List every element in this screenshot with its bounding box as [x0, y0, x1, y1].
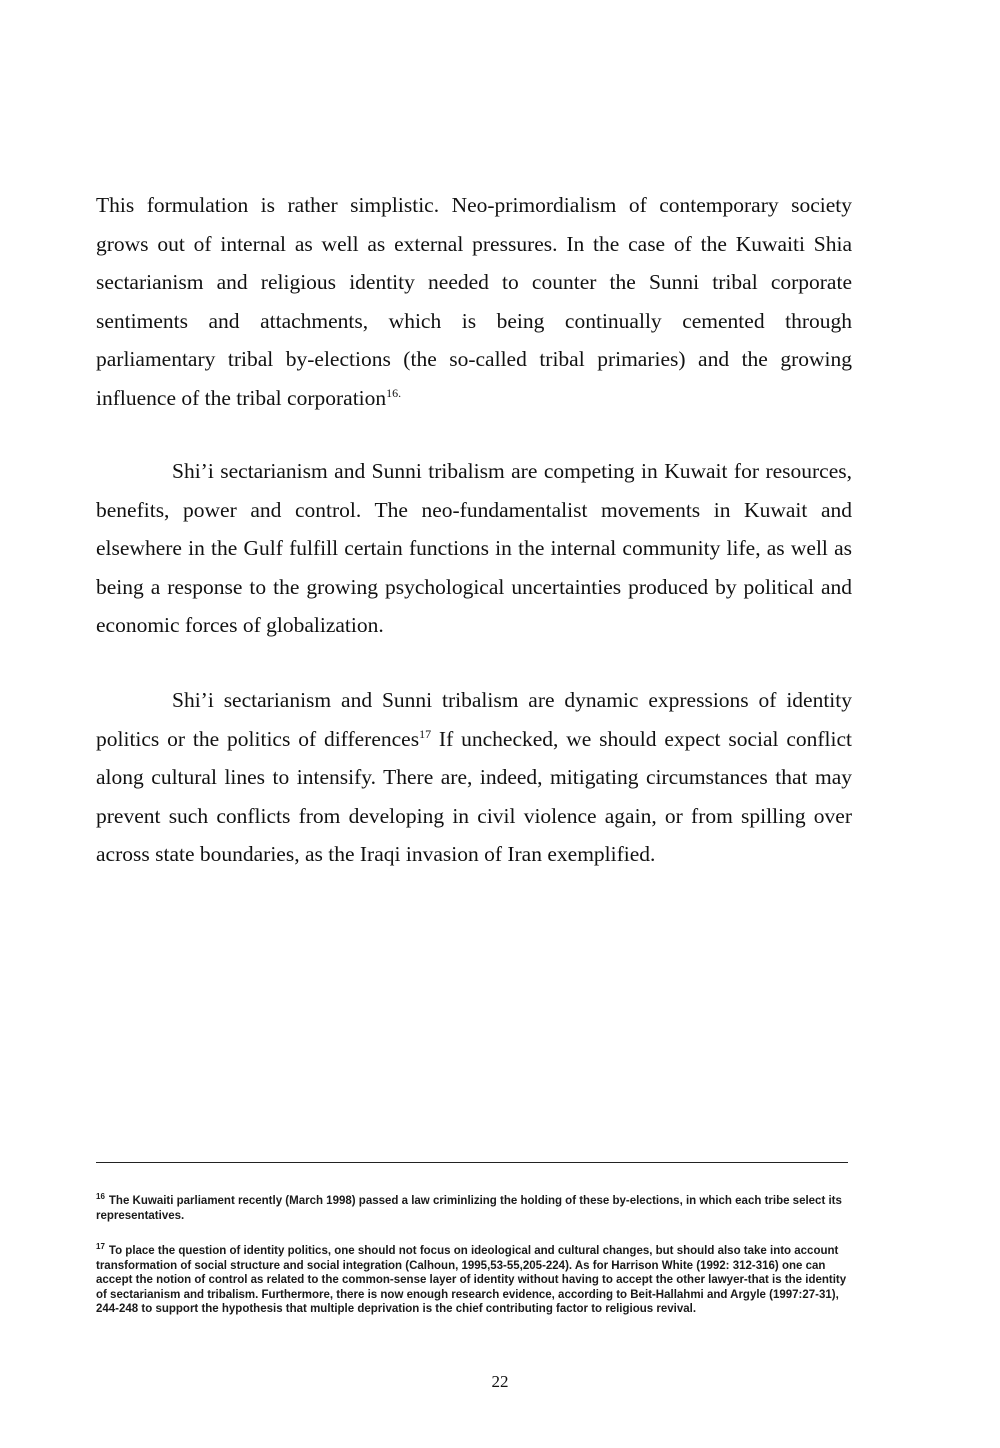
footnote-16-text: The Kuwaiti parliament recently (March 1998) passed a law criminlizing the holding of these by-elections, in which each tribe select its representatives. [96, 1195, 842, 1222]
footnote-ref-17: 17 [419, 726, 432, 741]
paragraph-3 [96, 681, 852, 874]
paragraph-3-text-before: Shi’i sectarianism and Sunni tribalism are dynamic expressions of identity politics or the politics of differences [96, 688, 852, 751]
paragraph-2 [96, 452, 852, 645]
footnote-17-text: To place the question of identity politics, one should not focus on ideological and cultural changes, but should also take into account transformation of social structure and social integration (Calhoun, 1995,53-55,205-224). As for Harrison White (1992: 312-316) one can accept the notion of control as related to the common-sense layer of identity without having to accept the other lawyer-that is the identity of sectarianism and tribalism. Furthermore, there is now enough research evidence, according to Beit-Hallahmi and Argyle (1997:27-31), 244-248 to support the hypothesis that multiple deprivation is the chief contributing factor to religious revival. [96, 1245, 847, 1315]
footnote-17-number: 17 [96, 1242, 105, 1252]
footnote-16 [96, 1194, 848, 1223]
paragraph-1-text: This formulation is rather simplistic. Neo-primordialism of contemporary society grows out of internal as well as external pressures. In the case of the Kuwaiti Shia sectarianism and religious identity needed to counter the Sunni tribal corporate sentiments and attachments, which is being continually cemented through parliamentary tribal by-elections (the so-called tribal primaries) and the growing influence of the tribal corporation [96, 193, 852, 410]
footnote-separator [96, 1162, 848, 1163]
footnote-16-number: 16 [96, 1192, 105, 1202]
footnote-17 [96, 1244, 848, 1317]
paragraph-1 [96, 186, 852, 417]
paragraph-2-text: Shi’i sectarianism and Sunni tribalism are competing in Kuwait for resources, benefits, power and control. The neo-fundamentalist movements in Kuwait and elsewhere in the Gulf fulfill certain functions in the internal community life, as well as being a response to the growing psychological uncertainties produced by political and economic forces of globalization. [96, 459, 852, 637]
footnote-ref-16: 16. [386, 385, 402, 400]
paragraph-3-text-after: If unchecked, we should expect social conflict along cultural lines to intensify. There are, indeed, mitigating circumstances that may prevent such conflicts from developing in civil violence again, or from spilling over across state boundaries, as the Iraqi invasion of Iran exemplified. [96, 726, 852, 866]
page-number: 22 [491, 1372, 509, 1391]
